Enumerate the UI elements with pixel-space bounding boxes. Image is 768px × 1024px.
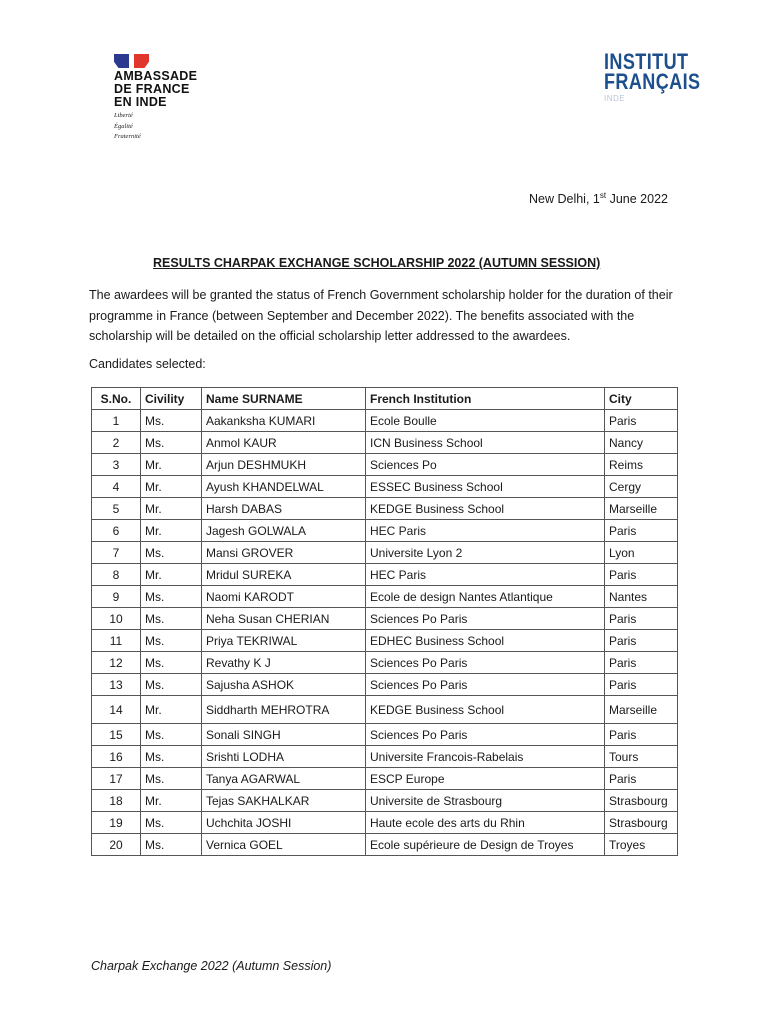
cell-name: Jagesh GOLWALA: [202, 520, 366, 542]
column-header: S.No.: [92, 388, 141, 410]
table-row: [92, 768, 678, 790]
column-header: Civility: [141, 388, 202, 410]
cell-name: Anmol KAUR: [202, 432, 366, 454]
document-date: New Delhi, 1st June 2022: [529, 191, 668, 207]
column-header: French Institution: [366, 388, 605, 410]
cell-institution: ESCP Europe: [366, 768, 605, 790]
cell-sno: 15: [92, 724, 141, 746]
cell-sno: 6: [92, 520, 141, 542]
cell-sno: 5: [92, 498, 141, 520]
table-row: [92, 476, 678, 498]
results-table: [91, 387, 678, 856]
table-row: [92, 454, 678, 476]
table-row: [92, 746, 678, 768]
cell-city: Strasbourg: [605, 790, 678, 812]
cell-city: Paris: [605, 768, 678, 790]
cell-civility: Mr.: [141, 498, 202, 520]
motto-line: Égalité: [114, 122, 133, 130]
cell-institution: HEC Paris: [366, 564, 605, 586]
cell-civility: Ms.: [141, 768, 202, 790]
cell-name: Sonali SINGH: [202, 724, 366, 746]
embassy-name-line: DE FRANCE: [114, 82, 190, 96]
cell-city: Cergy: [605, 476, 678, 498]
cell-institution: Ecole de design Nantes Atlantique: [366, 586, 605, 608]
cell-civility: Ms.: [141, 724, 202, 746]
table-row: [92, 724, 678, 746]
cell-sno: 18: [92, 790, 141, 812]
french-republic-flag-icon: [114, 54, 152, 68]
cell-city: Reims: [605, 454, 678, 476]
cell-name: Arjun DESHMUKH: [202, 454, 366, 476]
cell-civility: Ms.: [141, 674, 202, 696]
cell-city: Nantes: [605, 586, 678, 608]
cell-civility: Mr.: [141, 520, 202, 542]
page-footer: Charpak Exchange 2022 (Autumn Session): [91, 959, 332, 973]
cell-city: Paris: [605, 724, 678, 746]
cell-civility: Mr.: [141, 476, 202, 498]
cell-institution: KEDGE Business School: [366, 498, 605, 520]
cell-sno: 3: [92, 454, 141, 476]
cell-institution: HEC Paris: [366, 520, 605, 542]
document-title: RESULTS CHARPAK EXCHANGE SCHOLARSHIP 2022 (AUTUMN SESSION): [153, 256, 601, 270]
table-row: [92, 790, 678, 812]
cell-name: Srishti LODHA: [202, 746, 366, 768]
table-row: [92, 674, 678, 696]
cell-sno: 20: [92, 834, 141, 856]
cell-name: Sajusha ASHOK: [202, 674, 366, 696]
cell-civility: Ms.: [141, 834, 202, 856]
cell-name: Ayush KHANDELWAL: [202, 476, 366, 498]
table-row: [92, 542, 678, 564]
cell-institution: Sciences Po Paris: [366, 608, 605, 630]
cell-city: Tours: [605, 746, 678, 768]
cell-city: Strasbourg: [605, 812, 678, 834]
embassy-logo: [114, 54, 197, 141]
cell-institution: Sciences Po Paris: [366, 674, 605, 696]
table-header-row: [92, 388, 678, 410]
cell-city: Paris: [605, 520, 678, 542]
cell-civility: Mr.: [141, 564, 202, 586]
cell-city: Paris: [605, 410, 678, 432]
cell-name: Siddharth MEHROTRA: [202, 696, 366, 724]
cell-institution: EDHEC Business School: [366, 630, 605, 652]
cell-institution: Universite Lyon 2: [366, 542, 605, 564]
cell-civility: Ms.: [141, 630, 202, 652]
candidates-label: Candidates selected:: [89, 357, 206, 371]
cell-institution: ESSEC Business School: [366, 476, 605, 498]
cell-institution: Ecole Boulle: [366, 410, 605, 432]
cell-civility: Ms.: [141, 410, 202, 432]
cell-name: Tejas SAKHALKAR: [202, 790, 366, 812]
institut-logo-line: INSTITUT: [604, 49, 689, 74]
cell-name: Neha Susan CHERIAN: [202, 608, 366, 630]
embassy-name-line: EN INDE: [114, 95, 167, 109]
cell-sno: 7: [92, 542, 141, 564]
table-row: [92, 812, 678, 834]
cell-name: Mansi GROVER: [202, 542, 366, 564]
cell-name: Aakanksha KUMARI: [202, 410, 366, 432]
cell-sno: 2: [92, 432, 141, 454]
cell-institution: Ecole supérieure de Design de Troyes: [366, 834, 605, 856]
table-row: [92, 608, 678, 630]
motto-line: Fraternité: [114, 133, 141, 140]
cell-name: Uchchita JOSHI: [202, 812, 366, 834]
cell-sno: 16: [92, 746, 141, 768]
cell-sno: 9: [92, 586, 141, 608]
cell-name: Priya TEKRIWAL: [202, 630, 366, 652]
cell-institution: KEDGE Business School: [366, 696, 605, 724]
cell-sno: 1: [92, 410, 141, 432]
cell-sno: 10: [92, 608, 141, 630]
cell-name: Mridul SUREKA: [202, 564, 366, 586]
table-row: [92, 498, 678, 520]
cell-city: Paris: [605, 608, 678, 630]
cell-sno: 19: [92, 812, 141, 834]
table-row: [92, 410, 678, 432]
table-row: [92, 696, 678, 724]
cell-city: Paris: [605, 630, 678, 652]
motto-line: Liberté: [114, 112, 133, 119]
cell-city: Paris: [605, 564, 678, 586]
cell-name: Naomi KARODT: [202, 586, 366, 608]
table-row: [92, 520, 678, 542]
cell-sno: 13: [92, 674, 141, 696]
cell-sno: 12: [92, 652, 141, 674]
cell-city: Marseille: [605, 696, 678, 724]
cell-sno: 11: [92, 630, 141, 652]
cell-civility: Ms.: [141, 586, 202, 608]
cell-institution: Sciences Po Paris: [366, 652, 605, 674]
cell-sno: 17: [92, 768, 141, 790]
cell-name: Harsh DABAS: [202, 498, 366, 520]
table-row: [92, 586, 678, 608]
cell-city: Troyes: [605, 834, 678, 856]
cell-civility: Mr.: [141, 454, 202, 476]
cell-city: Paris: [605, 652, 678, 674]
cell-civility: Ms.: [141, 746, 202, 768]
cell-institution: Universite de Strasbourg: [366, 790, 605, 812]
cell-institution: ICN Business School: [366, 432, 605, 454]
column-header: Name SURNAME: [202, 388, 366, 410]
cell-city: Paris: [605, 674, 678, 696]
cell-civility: Ms.: [141, 812, 202, 834]
cell-civility: Ms.: [141, 608, 202, 630]
cell-institution: Sciences Po Paris: [366, 724, 605, 746]
table-row: [92, 834, 678, 856]
table-row: [92, 564, 678, 586]
institut-logo-sub: INDE: [604, 94, 626, 103]
column-header: City: [605, 388, 678, 410]
cell-name: Tanya AGARWAL: [202, 768, 366, 790]
cell-civility: Mr.: [141, 790, 202, 812]
intro-paragraph: The awardees will be granted the status of French Government scholarship holder for the duration of their programme in France (between September and December 2022). The benefits associated with the scholarship will be detailed on the official scholarship letter addressed to the awardees.: [89, 288, 673, 343]
cell-sno: 4: [92, 476, 141, 498]
cell-name: Vernica GOEL: [202, 834, 366, 856]
table-row: [92, 652, 678, 674]
embassy-name-line: AMBASSADE: [114, 69, 198, 83]
cell-civility: Ms.: [141, 652, 202, 674]
cell-sno: 14: [92, 696, 141, 724]
institut-logo-line: FRANÇAIS: [604, 69, 701, 94]
cell-name: Revathy K J: [202, 652, 366, 674]
cell-institution: Universite Francois-Rabelais: [366, 746, 605, 768]
table-row: [92, 630, 678, 652]
cell-civility: Ms.: [141, 542, 202, 564]
cell-sno: 8: [92, 564, 141, 586]
cell-city: Marseille: [605, 498, 678, 520]
institut-francais-logo: [604, 49, 722, 103]
cell-civility: Mr.: [141, 696, 202, 724]
cell-city: Lyon: [605, 542, 678, 564]
cell-city: Nancy: [605, 432, 678, 454]
cell-civility: Ms.: [141, 432, 202, 454]
cell-institution: Sciences Po: [366, 454, 605, 476]
cell-institution: Haute ecole des arts du Rhin: [366, 812, 605, 834]
table-row: [92, 432, 678, 454]
